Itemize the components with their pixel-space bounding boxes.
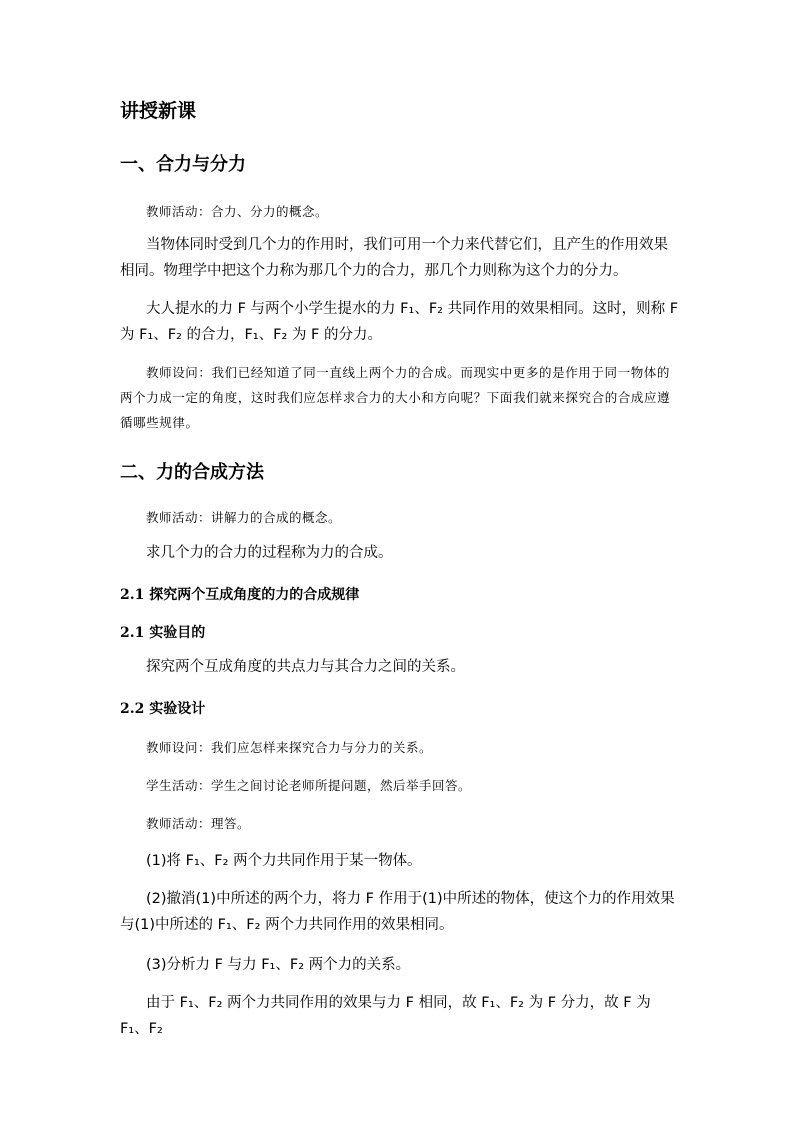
step-item: (3)分析力 F 与力 F₁、F₂ 两个力的关系。: [146, 957, 411, 973]
paragraph: 求几个力的合力的过程称为力的合成。: [146, 545, 393, 561]
subsection-heading: 2.2 实验设计: [120, 701, 206, 717]
teacher-note: 教师活动：讲解力的合成的概念。: [146, 510, 342, 525]
subsection-heading: 2.1 探究两个互成角度的力的合成规律: [120, 587, 360, 603]
teacher-note: 教师活动：合力、分力的概念。: [146, 204, 329, 219]
step-item: (2)撤消(1)中所述的两个力，将力 F 作用于(1)中所述的物体，使这个力的作用效果与(1)中所述的 F₁、F₂ 两个力共同作用的效果相同。: [120, 891, 675, 933]
paragraph: 大人提水的力 F 与两个小学生提水的力 F₁、F₂ 共同作用的效果相同。这时，则称 F 为 F₁、F₂ 的合力，F₁、F₂ 为 F 的分力。: [120, 301, 679, 343]
paragraph: 由于 F₁、F₂ 两个力共同作用的效果与力 F 相同，故 F₁、F₂ 为 F 分力，故 F 为 F₁、F₂: [120, 995, 651, 1037]
step-item: (1)将 F₁、F₂ 两个力共同作用于某一物体。: [146, 853, 422, 869]
subsection-heading: 2.1 实验目的: [120, 625, 206, 641]
paragraph: 当物体同时受到几个力的作用时，我们可用一个力来代替它们，且产生的作用效果相同。物理学中把这个力称为那几个力的合力，那几个力则称为这个力的分力。: [120, 237, 668, 279]
teacher-note: 教师设问：我们应怎样来探究合力与分力的关系。: [146, 740, 433, 755]
teacher-note: 教师设问：我们已经知道了同一直线上两个力的合成。而现实中更多的是作用于同一物体的两个力成一定的角度，这时我们应怎样求合力的大小和方向呢？下面我们就来探究合的合成应遵循哪些规律。: [120, 365, 671, 430]
student-note: 学生活动：学生之间讨论老师所提问题，然后举手回答。: [146, 778, 472, 793]
paragraph: 探究两个互成角度的共点力与其合力之间的关系。: [146, 659, 465, 675]
teacher-note: 教师活动：理答。: [146, 816, 251, 831]
section-heading-2: 二、力的合成方法: [120, 462, 264, 483]
section-heading-1: 一、合力与分力: [120, 154, 246, 175]
page-title: 讲授新课: [120, 100, 197, 122]
